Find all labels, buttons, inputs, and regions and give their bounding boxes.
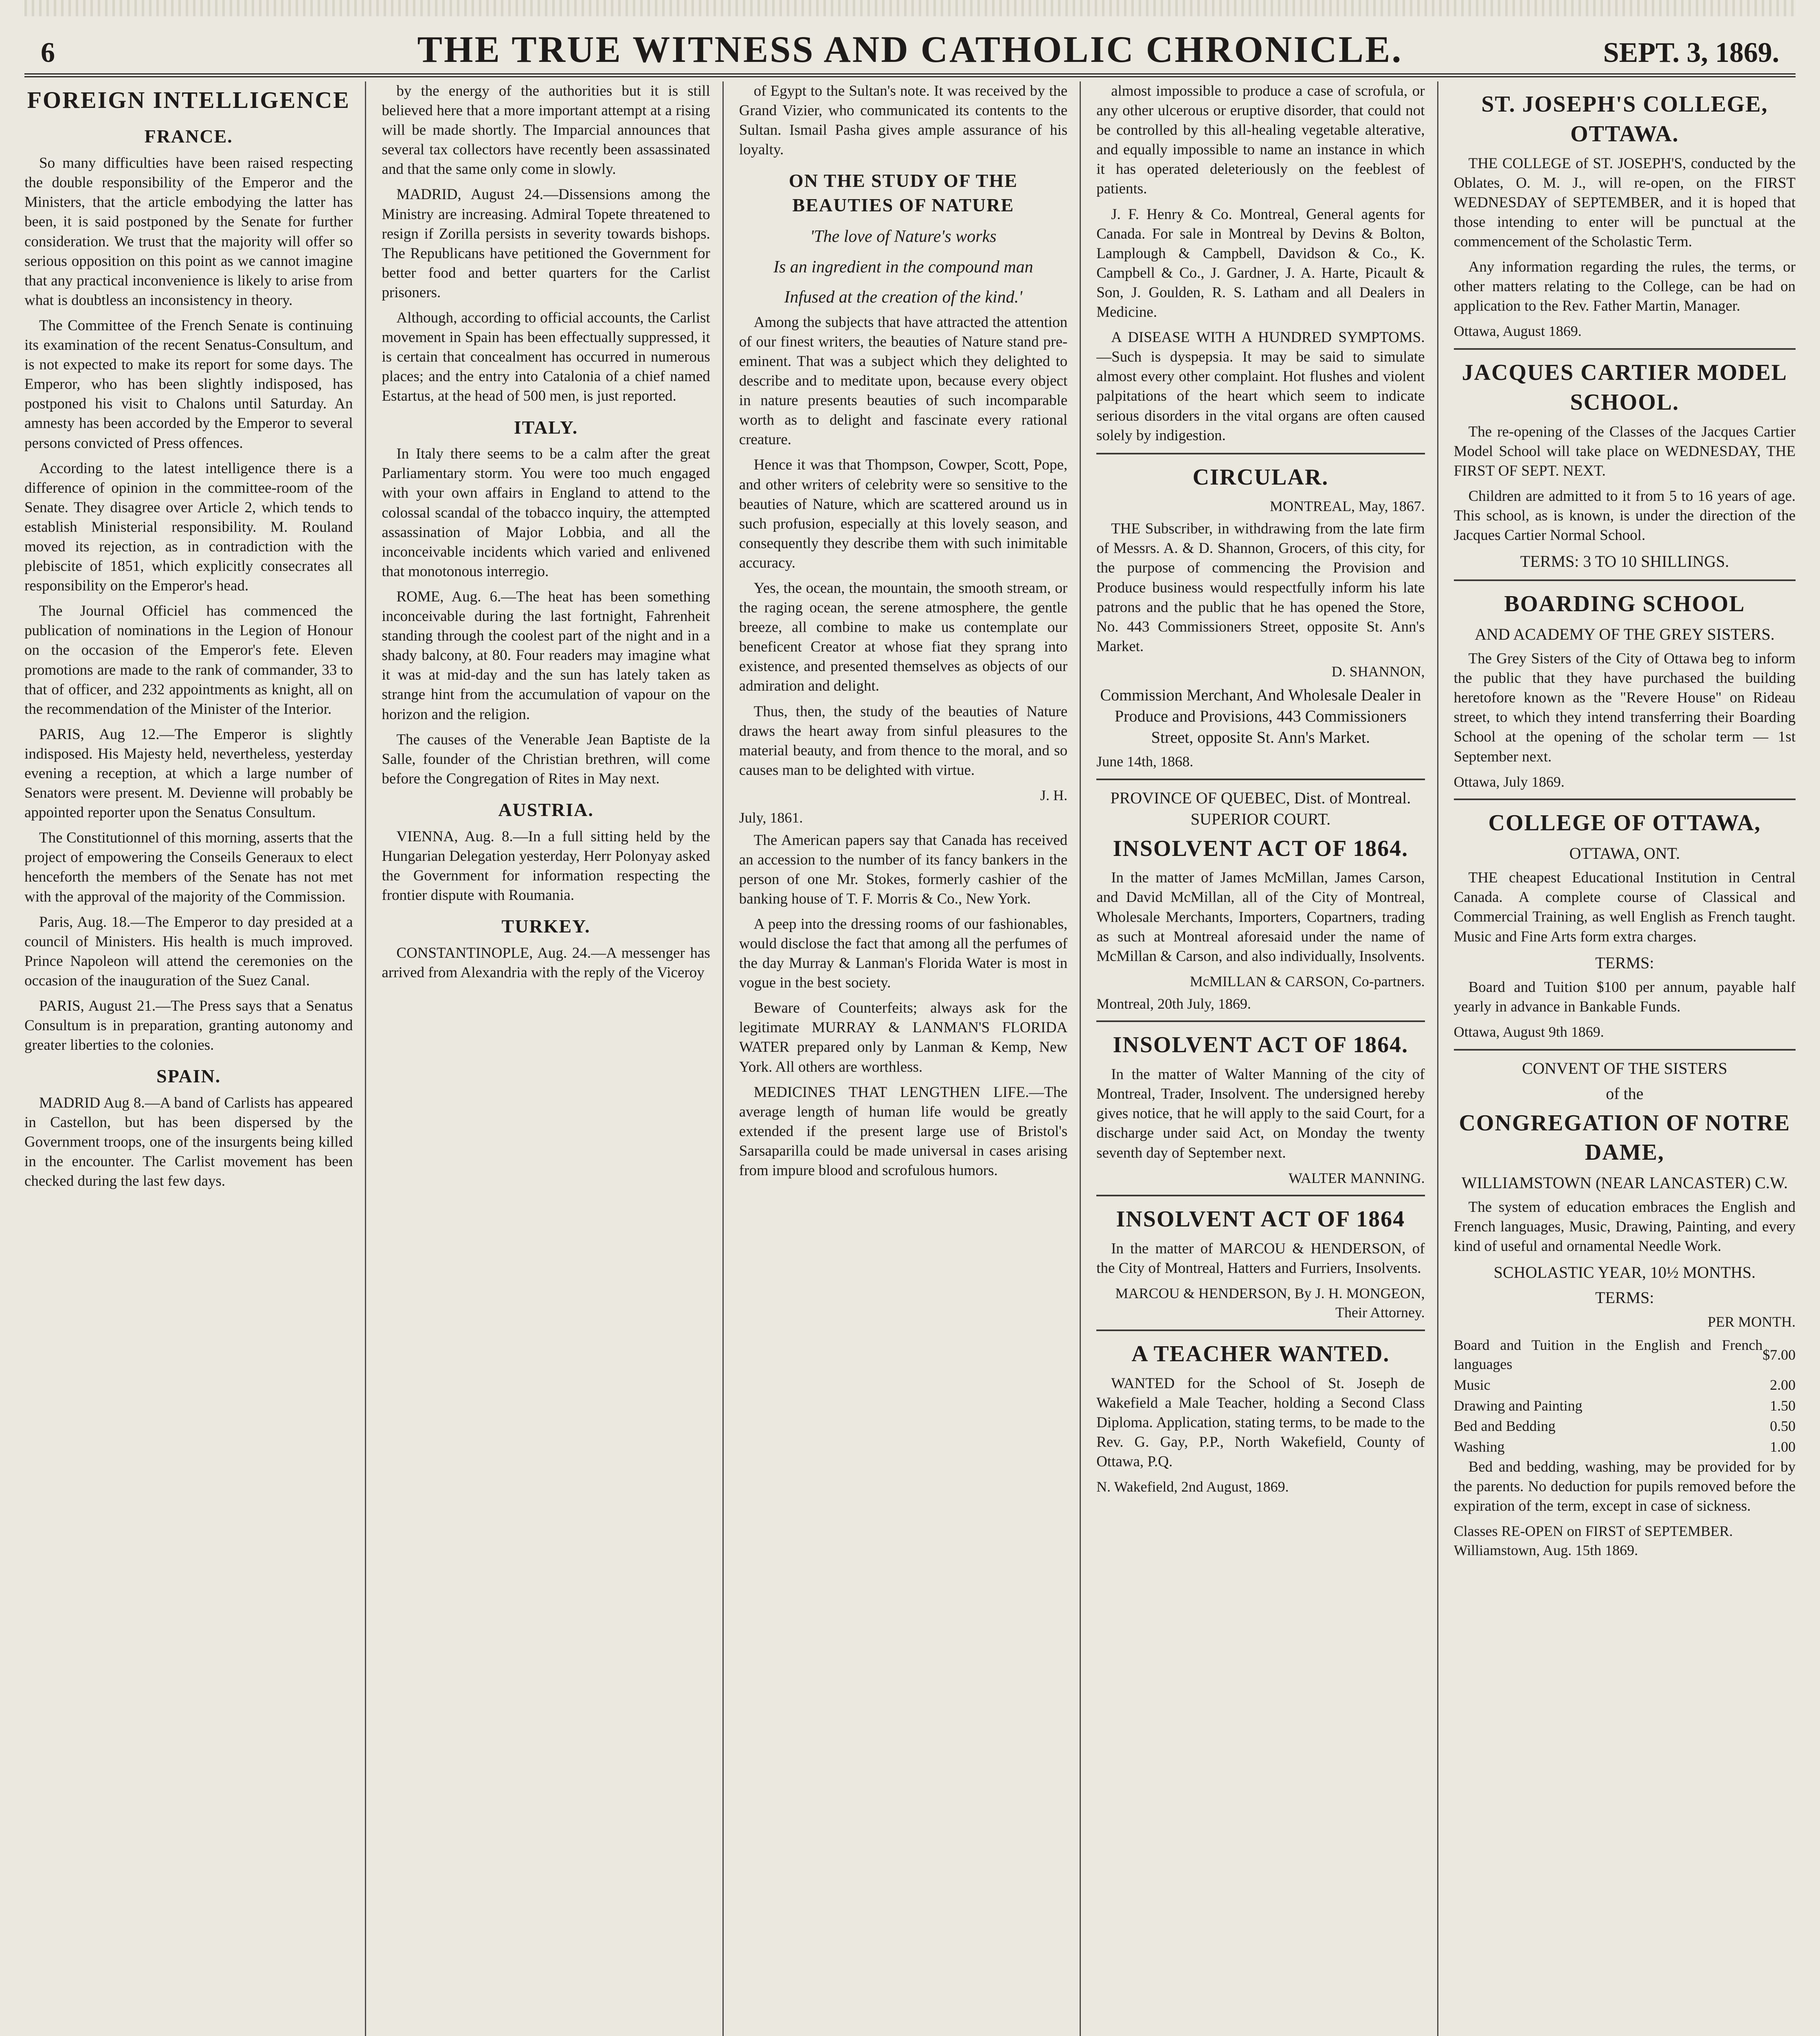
fee-label: Bed and Bedding <box>1453 1418 1556 1435</box>
ad-circular <box>1096 453 1425 771</box>
ad-province: PROVINCE OF QUEBEC, Dist. of Montreal. SUPERIOR COURT. <box>1110 788 1411 828</box>
ad-subtitle: CONVENT OF THE SISTERS <box>1522 1059 1728 1077</box>
article-paragraph: Although, according to official accounts, the Carlist movement in Spain has been effectually suppressed, it is certain that concealment has occurred in numerous places; and the entry into Catalonia of a chief named Estartus, at the head of 500 men, is just reported. <box>382 309 710 405</box>
fee-value: $7.00 <box>1763 1346 1796 1363</box>
article-paragraph: According to the latest intelligence there is a difference of opinion in the committee-room of the Senate. They disagree over Article 2, which tends to establish Ministerial responsibility. M. Rouland moved its rejection, as in contradiction with the plebiscite of 1851, which explicitly consecrates all responsibility on the Emperor's head. <box>24 460 353 595</box>
ad-paragraph: In the matter of James McMillan, James Carson, and David McMillan, all of the City of Montreal, Wholesale Merchants, Importers, Copartners, trading as such at Montreal aforesaid under the name of McMillan & Carson, and also individually, Insolvents. <box>1096 869 1425 965</box>
subheading-turkey: TURKEY. <box>501 916 591 937</box>
column-1 <box>24 81 366 2036</box>
ad-title: INSOLVENT ACT OF 1864 <box>1116 1207 1405 1232</box>
ad-paragraph: In the matter of MARCOU & HENDERSON, of the City of Montreal, Hatters and Furriers, Insolvents. <box>1096 1240 1425 1277</box>
fee-value: 2.00 <box>1770 1376 1796 1393</box>
issue-date: SEPT. 3, 1869. <box>1603 37 1779 68</box>
ad-signature: D. SHANNON, <box>1331 663 1425 680</box>
article-paragraph: MADRID Aug 8.—A band of Carlists has appeared in Castellon, but has been dispersed by the Government troops, one of the insurgents being killed in the encounter. The Carlist movement has been checked during the last few days. <box>24 1095 353 1190</box>
article-paragraph: Thus, then, the study of the beauties of Nature draws the heart away from sinful pleasures to the material beauty, and from thence to the moral, and so causes man to be delighted with virtue. <box>739 703 1068 779</box>
ad-title: INSOLVENT ACT OF 1864. <box>1113 836 1409 861</box>
page-number: 6 <box>41 37 55 68</box>
article-paragraph: The causes of the Venerable Jean Baptiste de la Salle, founder of the Christian brethren, will come before the Congregation of Rites in May next. <box>382 731 710 787</box>
ad-paragraph: The re-opening of the Classes of the Jacques Cartier Model School will take place on WEDNESDAY, THE FIRST OF SEPT. NEXT. <box>1453 423 1796 479</box>
ad-subtitle: OTTAWA, ONT. <box>1569 844 1680 863</box>
fee-table <box>1454 1335 1796 1457</box>
fee-row <box>1454 1416 1796 1437</box>
article-paragraph: PARIS, August 21.—The Press says that a Senatus Consultum is in preparation, granting autonomy and greater liberties to the colonies. <box>24 998 353 1054</box>
ad-title: CONGREGATION OF NOTRE DAME, <box>1459 1110 1791 1165</box>
article-paragraph: MADRID, August 24.—Dissensions among the Ministry are increasing. Admiral Topete threatened to resign if Zorilla persists in severity towards bishops. The Republicans have petitioned the Government for better food and better quarters for the Carlist prisoners. <box>382 186 710 301</box>
ad-st-josephs-college <box>1454 81 1796 341</box>
ad-signature: McMILLAN & CARSON, Co-partners. <box>1190 973 1425 989</box>
ad-title: COLLEGE OF OTTAWA, <box>1488 810 1761 836</box>
article-paragraph: CONSTANTINOPLE, Aug. 24.—A messenger has arrived from Alexandria with the reply of the Viceroy <box>382 944 710 981</box>
masthead <box>24 12 1796 77</box>
ad-title: ST. JOSEPH'S COLLEGE, OTTAWA. <box>1481 92 1768 147</box>
ad-paragraph: THE COLLEGE of ST. JOSEPH'S, conducted by the Oblates, O. M. J., will re-open, on the FIRST WEDNESDAY of SEPTEMBER, and it is hoped that those intending to enter will be punctual at the commencement of the Scholastic Term. <box>1453 155 1796 250</box>
ad-paragraph: THE Subscriber, in withdrawing from the late firm of Messrs. A. & D. Shannon, Grocers, of this city, for the purpose of commencing the Provision and Produce business would respectfully inform his late patrons and the public that he has opened the Store, No. 443 Commissioners Street, opposite St. Ann's Market. <box>1096 520 1425 655</box>
column-3 <box>739 81 1081 2036</box>
fee-row <box>1454 1437 1796 1457</box>
fee-value: 1.50 <box>1770 1397 1796 1414</box>
ad-paragraph: WANTED for the School of St. Joseph de Wakefield a Male Teacher, holding a Second Class Diploma. Application, stating terms, to be made to the Rev. G. Gay, P.P., North Wakefield, County of Ottawa, P.Q. <box>1096 1375 1425 1470</box>
article-paragraph: So many difficulties have been raised respecting the double responsibility of the Emperor and the Ministers, that the article embodying the latter has been, it is said postponed by the Senate for further consideration. We trust that the majority will offer so serious opposition on this point as we cannot imagine that any practical inconvenience is likely to arise from what is doubtless an inconsistency in theory. <box>24 155 353 309</box>
ad-paragraph: THE cheapest Educational Institution in Central Canada. A complete course of Classical and Commercial Training, as well English as French taught. Music and Fine Arts form extra charges. <box>1453 869 1796 945</box>
article-paragraph: A DISEASE WITH A HUNDRED SYMPTOMS.—Such is dyspepsia. It may be said to simulate almost every other complaint. Hot flushes and violent palpitations of the heart which seem to indicate serious disorders in the vital organs are often caused solely by indigestion. <box>1096 329 1425 444</box>
ad-date: MONTREAL, May, 1867. <box>1269 498 1425 515</box>
article-paragraph: The Committee of the French Senate is continuing its examination of the recent Senatus-Consultum, and is not expected to make its report for some days. The Emperor, who has been slightly indisposed, has postponed his visit to Chalons until Saturday. An amnesty has been accorded by the Emperor to several persons convicted of Press offences. <box>24 317 353 452</box>
ad-location: WILLIAMSTOWN (NEAR LANCASTER) C.W. <box>1461 1174 1788 1192</box>
ad-subtitle: of the <box>1606 1084 1644 1103</box>
article-paragraph: The American papers say that Canada has received an accession to the number of its fancy bankers in the person of one Mr. Stokes, formerly cashier of the banking house of T. F. Morris & Co., New York. <box>739 832 1068 907</box>
columns <box>24 81 1796 2036</box>
ad-insolvent-1 <box>1096 779 1425 1014</box>
ad-footer: June 14th, 1868. <box>1096 753 1194 770</box>
ad-paragraph: The Grey Sisters of the City of Ottawa beg to inform the public that they have purchased the building heretofore known as the "Revere House" on Rideau street, to which they intend transferring their Boarding School at the opening of the scholar term — 1st September next. <box>1453 650 1796 765</box>
ad-title: INSOLVENT ACT OF 1864. <box>1113 1032 1409 1058</box>
article-paragraph: In Italy there seems to be a calm after the great Parliamentary storm. You were too much engaged with your own affairs in England to attend to the colossal scandal of the tobacco inquiry, the attempted assassination of Major Lobbia, and all the inconceivable incidents which varied and enlivened that monotonous interregio. <box>382 445 710 580</box>
essay-signature: J. H. <box>1040 787 1068 803</box>
subheading-spain: SPAIN. <box>156 1066 221 1087</box>
ad-title: CIRCULAR. <box>1192 464 1329 490</box>
ad-paragraph: The system of education embraces the English and French languages, Music, Drawing, Painting, and every kind of useful and ornamental Needle Work. <box>1453 1199 1796 1255</box>
ad-teacher-wanted <box>1096 1330 1425 1496</box>
ad-paragraph: Any information regarding the rules, the terms, or other matters relating to the College, can be had on application to the Rev. Father Martin, Manager. <box>1453 259 1796 315</box>
ad-footer: Ottawa, August 9th 1869. <box>1453 1023 1604 1040</box>
ad-jacques-cartier-school <box>1454 348 1796 572</box>
ad-footer: Montreal, 20th July, 1869. <box>1096 995 1251 1012</box>
ad-notre-dame-convent <box>1454 1049 1796 1560</box>
article-paragraph: Among the subjects that have attracted the attention of our finest writers, the beauties of Nature stand pre-eminent. That was a subject which they delighted to describe and to meditate upon, because every object in nature presents beauties of such incomparable worth as to delight and fascinate every rational creature. <box>739 314 1068 448</box>
fee-row <box>1454 1375 1796 1395</box>
essay-heading: ON THE STUDY OF THE BEAUTIES OF NATURE <box>788 170 1018 216</box>
column-2 <box>382 81 723 2036</box>
article-paragraph: Paris, Aug. 18.—The Emperor to day presided at a council of Ministers. His health is much improved. Prince Napoleon will attend the ceremonies on the occasion of the inauguration of the Suez Canal. <box>24 913 353 989</box>
ad-insolvent-3 <box>1096 1195 1425 1322</box>
ad-terms: TERMS: 3 TO 10 SHILLINGS. <box>1520 552 1729 571</box>
ad-boarding-school <box>1454 579 1796 791</box>
fee-row <box>1454 1395 1796 1416</box>
subheading-austria: AUSTRIA. <box>498 799 594 820</box>
ad-title: A TEACHER WANTED. <box>1131 1341 1390 1367</box>
ad-terms: TERMS: <box>1595 953 1654 972</box>
article-paragraph: Hence it was that Thompson, Cowper, Scott, Pope, and other writers of celebrity were so sensitive to the beauties of Nature, which are scattered around us in such profusion, especially at this lovely season, and consequently they describe them with such inimitable accuracy. <box>739 456 1068 571</box>
ad-paragraph: Board and Tuition $100 per annum, payable half yearly in advance in Bankable Funds. <box>1453 979 1796 1015</box>
article-paragraph: ROME, Aug. 6.—The heat has been something inconceivable during the last fortnight, Fahrenheit standing through the coolest part of the night and in a shady balcony, at 80. Four readers may imagine what it was at mid-day and the sun has lately taken as strange hint from the accumulation of vapour on the horizon and the religion. <box>382 588 710 723</box>
ad-footer: Ottawa, August 1869. <box>1453 323 1582 340</box>
ad-terms: TERMS: <box>1595 1288 1654 1307</box>
newspaper-title: THE TRUE WITNESS AND CATHOLIC CHRONICLE. <box>417 29 1403 70</box>
article-paragraph: Beware of Counterfeits; always ask for the legitimate MURRAY & LANMAN'S FLORIDA WATER prepared only by Lanman & Kemp, New York. All others are worthless. <box>739 1000 1068 1075</box>
ad-title: BOARDING SCHOOL <box>1504 591 1745 617</box>
ad-signature: MARCOU & HENDERSON, By J. H. MONGEON, Their Attorney. <box>1115 1285 1425 1321</box>
article-paragraph: J. F. Henry & Co. Montreal, General agents for Canada. For sale in Montreal by Devins & Bolton, Lamplough & Campbell, Davidson & Co., K. Campbell & Co., J. Gardner, J. A. Harte, Picault & Son, J. Goulden, R. S. Latham and all Dealers in Medicine. <box>1096 206 1425 321</box>
article-paragraph: of Egypt to the Sultan's note. It was received by the Grand Vizier, who communicated its contents to the Sultan. Ismail Pasha gives ample assurance of his loyalty. <box>739 83 1068 158</box>
essay-date: July, 1861. <box>739 809 803 826</box>
article-paragraph: Yes, the ocean, the mountain, the smooth stream, or the raging ocean, the serene atmosphere, the gentle breeze, all combine to make us contemplate our beneficent Creator at whose fiat they sprang into existence, and presented themselves as objects of our admiration and delight. <box>739 579 1068 695</box>
verse-line: Infused at the creation of the kind.' <box>784 288 1023 307</box>
ad-insolvent-2 <box>1096 1020 1425 1187</box>
ad-signature: WALTER MANNING. <box>1288 1169 1425 1186</box>
ad-scholastic-year: SCHOLASTIC YEAR, 10½ MONTHS. <box>1493 1263 1756 1282</box>
ad-signature-detail: Commission Merchant, And Wholesale Dealer in Produce and Provisions, 443 Commissioners Street, opposite St. Ann's Market. <box>1100 685 1421 746</box>
article-paragraph: The Constitutionnel of this morning, asserts that the project of empowering the Conseils Generaux to elect henceforth the members of the Senate has not met with the approval of the majority of the Commission. <box>24 829 353 905</box>
article-paragraph: The Journal Officiel has commenced the publication of nominations in the Legion of Honour on the occasion of the Emperor's fete. Eleven promotions are made to the rank of commander, 33 to that of officer, and 232 appointments as knight, all on the recommendation of the Minister of the Interior. <box>24 603 353 717</box>
article-paragraph: almost impossible to produce a case of scrofula, or any other ulcerous or eruptive disorder, that could not be controlled by this all-healing vegetable alterative, and equally impossible to name an instance in which it has operated deleteriously on the feeblest of patients. <box>1096 83 1425 197</box>
verse-line: 'The love of Nature's works <box>810 227 997 246</box>
fee-label: Music <box>1453 1376 1491 1393</box>
article-paragraph: VIENNA, Aug. 8.—In a full sitting held by the Hungarian Delegation yesterday, Herr Polonyay asked the Government for information respecting the frontier dispute with Roumania. <box>382 828 710 904</box>
subheading-france: FRANCE. <box>144 126 233 147</box>
ad-college-of-ottawa <box>1454 799 1796 1041</box>
ad-paragraph: In the matter of Walter Manning of the city of Montreal, Trader, Insolvent. The undersigned hereby gives notice, that he will apply to the said Court, for a discharge under said Act, on Monday the twenty seventh day of September next. <box>1096 1066 1425 1161</box>
ad-footer: N. Wakefield, 2nd August, 1869. <box>1096 1479 1289 1495</box>
verse-line: Is an ingredient in the compound man <box>773 257 1033 276</box>
article-paragraph: A peep into the dressing rooms of our fashionables, would disclose the fact that among all the perfumes of the day Murray & Lanman's Florida Water is most in vogue in the best society. <box>739 915 1068 992</box>
ad-footer: Ottawa, July 1869. <box>1453 773 1565 790</box>
article-paragraph: PARIS, Aug 12.—The Emperor is slightly indisposed. His Majesty held, nevertheless, yesterday evening a reception, at which a large number of Senators were present. M. Devienne will probably be appointed reporter upon the Senatus Consultum. <box>24 726 353 821</box>
fee-label: Board and Tuition in the English and French languages <box>1453 1337 1763 1373</box>
fee-label: Drawing and Painting <box>1453 1397 1583 1414</box>
ad-footer: Classes RE-OPEN on FIRST of SEPTEMBER. Williamstown, Aug. 15th 1869. <box>1453 1523 1733 1559</box>
fee-label: Washing <box>1453 1439 1505 1455</box>
fee-row <box>1454 1335 1796 1375</box>
column-5 <box>1454 81 1796 2036</box>
fee-value: 1.00 <box>1770 1439 1796 1455</box>
column-4 <box>1096 81 1438 2036</box>
ad-paragraph: Bed and bedding, washing, may be provided for by the parents. No deduction for pupils removed before the expiration of the term, except in case of sickness. <box>1453 1459 1796 1515</box>
article-paragraph: by the energy of the authorities but it is still believed here that a more important attempt at a rising will be made shortly. The Imparcial announces that several tax collectors have recently been assassinated and that the same only come in slowly. <box>382 83 710 178</box>
fee-column-header: PER MONTH. <box>1707 1314 1796 1330</box>
ad-subtitle: AND ACADEMY OF THE GREY SISTERS. <box>1475 625 1775 644</box>
article-paragraph: MEDICINES THAT LENGTHEN LIFE.—The average length of human life would be greatly extended if the present large use of Bristol's Sarsaparilla could be made universal in cases arising from impure blood and scrofulous humors. <box>739 1084 1068 1179</box>
fee-value: 0.50 <box>1770 1418 1796 1435</box>
section-heading: FOREIGN INTELLIGENCE <box>27 87 350 113</box>
ad-title: JACQUES CARTIER MODEL SCHOOL. <box>1462 360 1787 415</box>
ad-paragraph: Children are admitted to it from 5 to 16 years of age. This school, as is known, is under the direction of the Jacques Cartier Normal School. <box>1453 488 1796 544</box>
subheading-italy: ITALY. <box>514 417 578 438</box>
